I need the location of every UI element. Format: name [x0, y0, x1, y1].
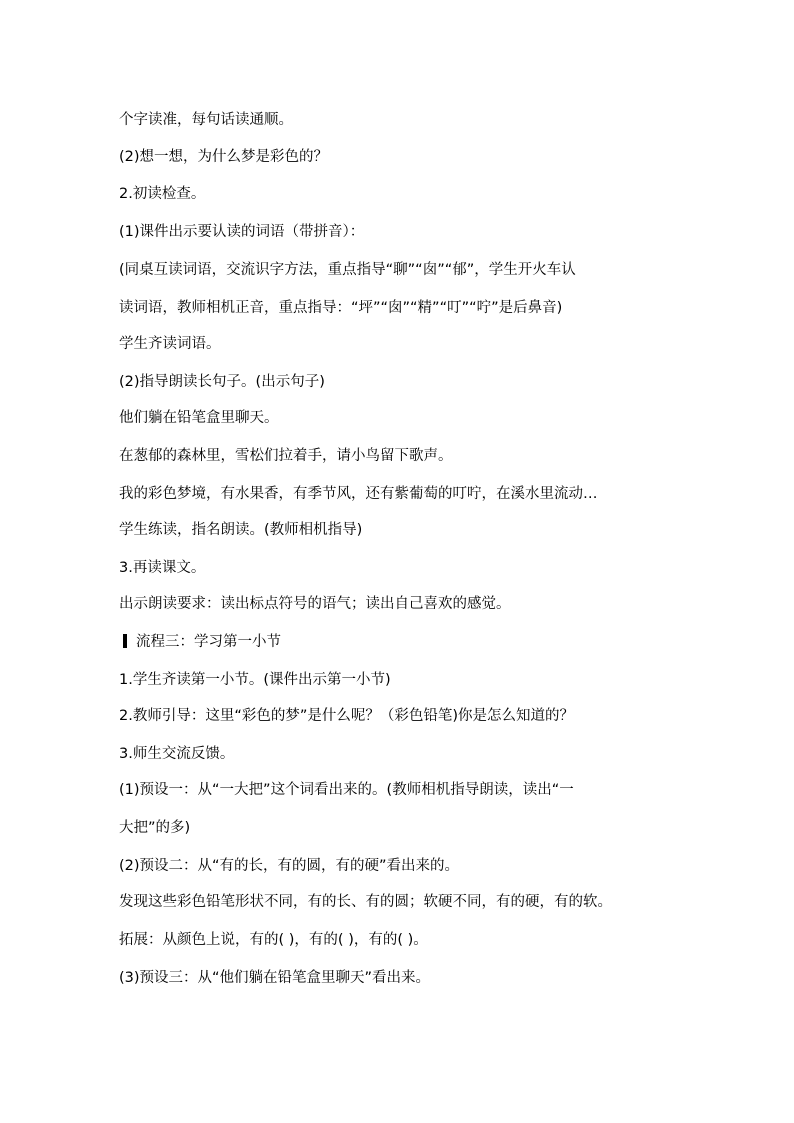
- text-line: 3.再读课文。: [119, 560, 206, 576]
- text-line: 1.学生齐读第一小节。(课件出示第一小节): [119, 672, 391, 688]
- text-line: (2)想一想，为什么梦是彩色的？: [119, 149, 329, 165]
- text-line: (1)课件出示要认读的词语（带拼音）：: [119, 224, 365, 240]
- section-heading: [123, 632, 683, 652]
- text-line: 拓展：从颜色上说，有的( )，有的( )，有的( )。: [119, 932, 428, 948]
- text-line: 我的彩色梦境，有水果香，有季节风，还有紫葡萄的叮咛，在溪水里流动…: [119, 486, 598, 502]
- text-line: 读词语，教师相机正音，重点指导：“坪”“囱”“精”“叮”“咛”是后鼻音): [119, 300, 563, 316]
- text-line: (1)预设一：从“一大把”这个词看出来的。(教师相机指导朗读，读出“一: [119, 782, 574, 798]
- text-line: 发现这些彩色铅笔形状不同，有的长、有的圆；软硬不同，有的硬，有的软。: [119, 894, 612, 910]
- text-line: (2)指导朗读长句子。(出示句子): [119, 374, 325, 390]
- text-line: (2)预设二：从“有的长，有的圆，有的硬”看出来的。: [119, 858, 460, 874]
- section-heading-text: 流程三：学习第一小节: [136, 634, 281, 650]
- text-line: 3.师生交流反馈。: [119, 746, 235, 762]
- text-line: (3)预设三：从“他们躺在铅笔盒里聊天”看出来。: [119, 970, 431, 986]
- text-line: 学生练读，指名朗读。(教师相机指导): [119, 522, 363, 538]
- text-line: 在葱郁的森林里，雪松们拉着手，请小鸟留下歌声。: [119, 448, 453, 464]
- text-line: 2.初读检查。: [119, 186, 206, 202]
- text-line: 2.教师引导：这里“彩色的梦”是什么呢？（彩色铅笔)你是怎么知道的？: [119, 708, 575, 724]
- heading-marker: [123, 634, 127, 648]
- text-line: 学生齐读词语。: [119, 336, 221, 352]
- text-line: 出示朗读要求：读出标点符号的语气；读出自己喜欢的感觉。: [119, 596, 511, 612]
- text-line: (同桌互读词语，交流识字方法，重点指导“聊”“囱”“郁”，学生开火车认: [119, 262, 576, 278]
- text-line: 个字读准，每句话读通顺。: [119, 112, 293, 128]
- text-line: 他们躺在铅笔盒里聊天。: [119, 410, 279, 426]
- text-line: 大把”的多): [119, 820, 191, 836]
